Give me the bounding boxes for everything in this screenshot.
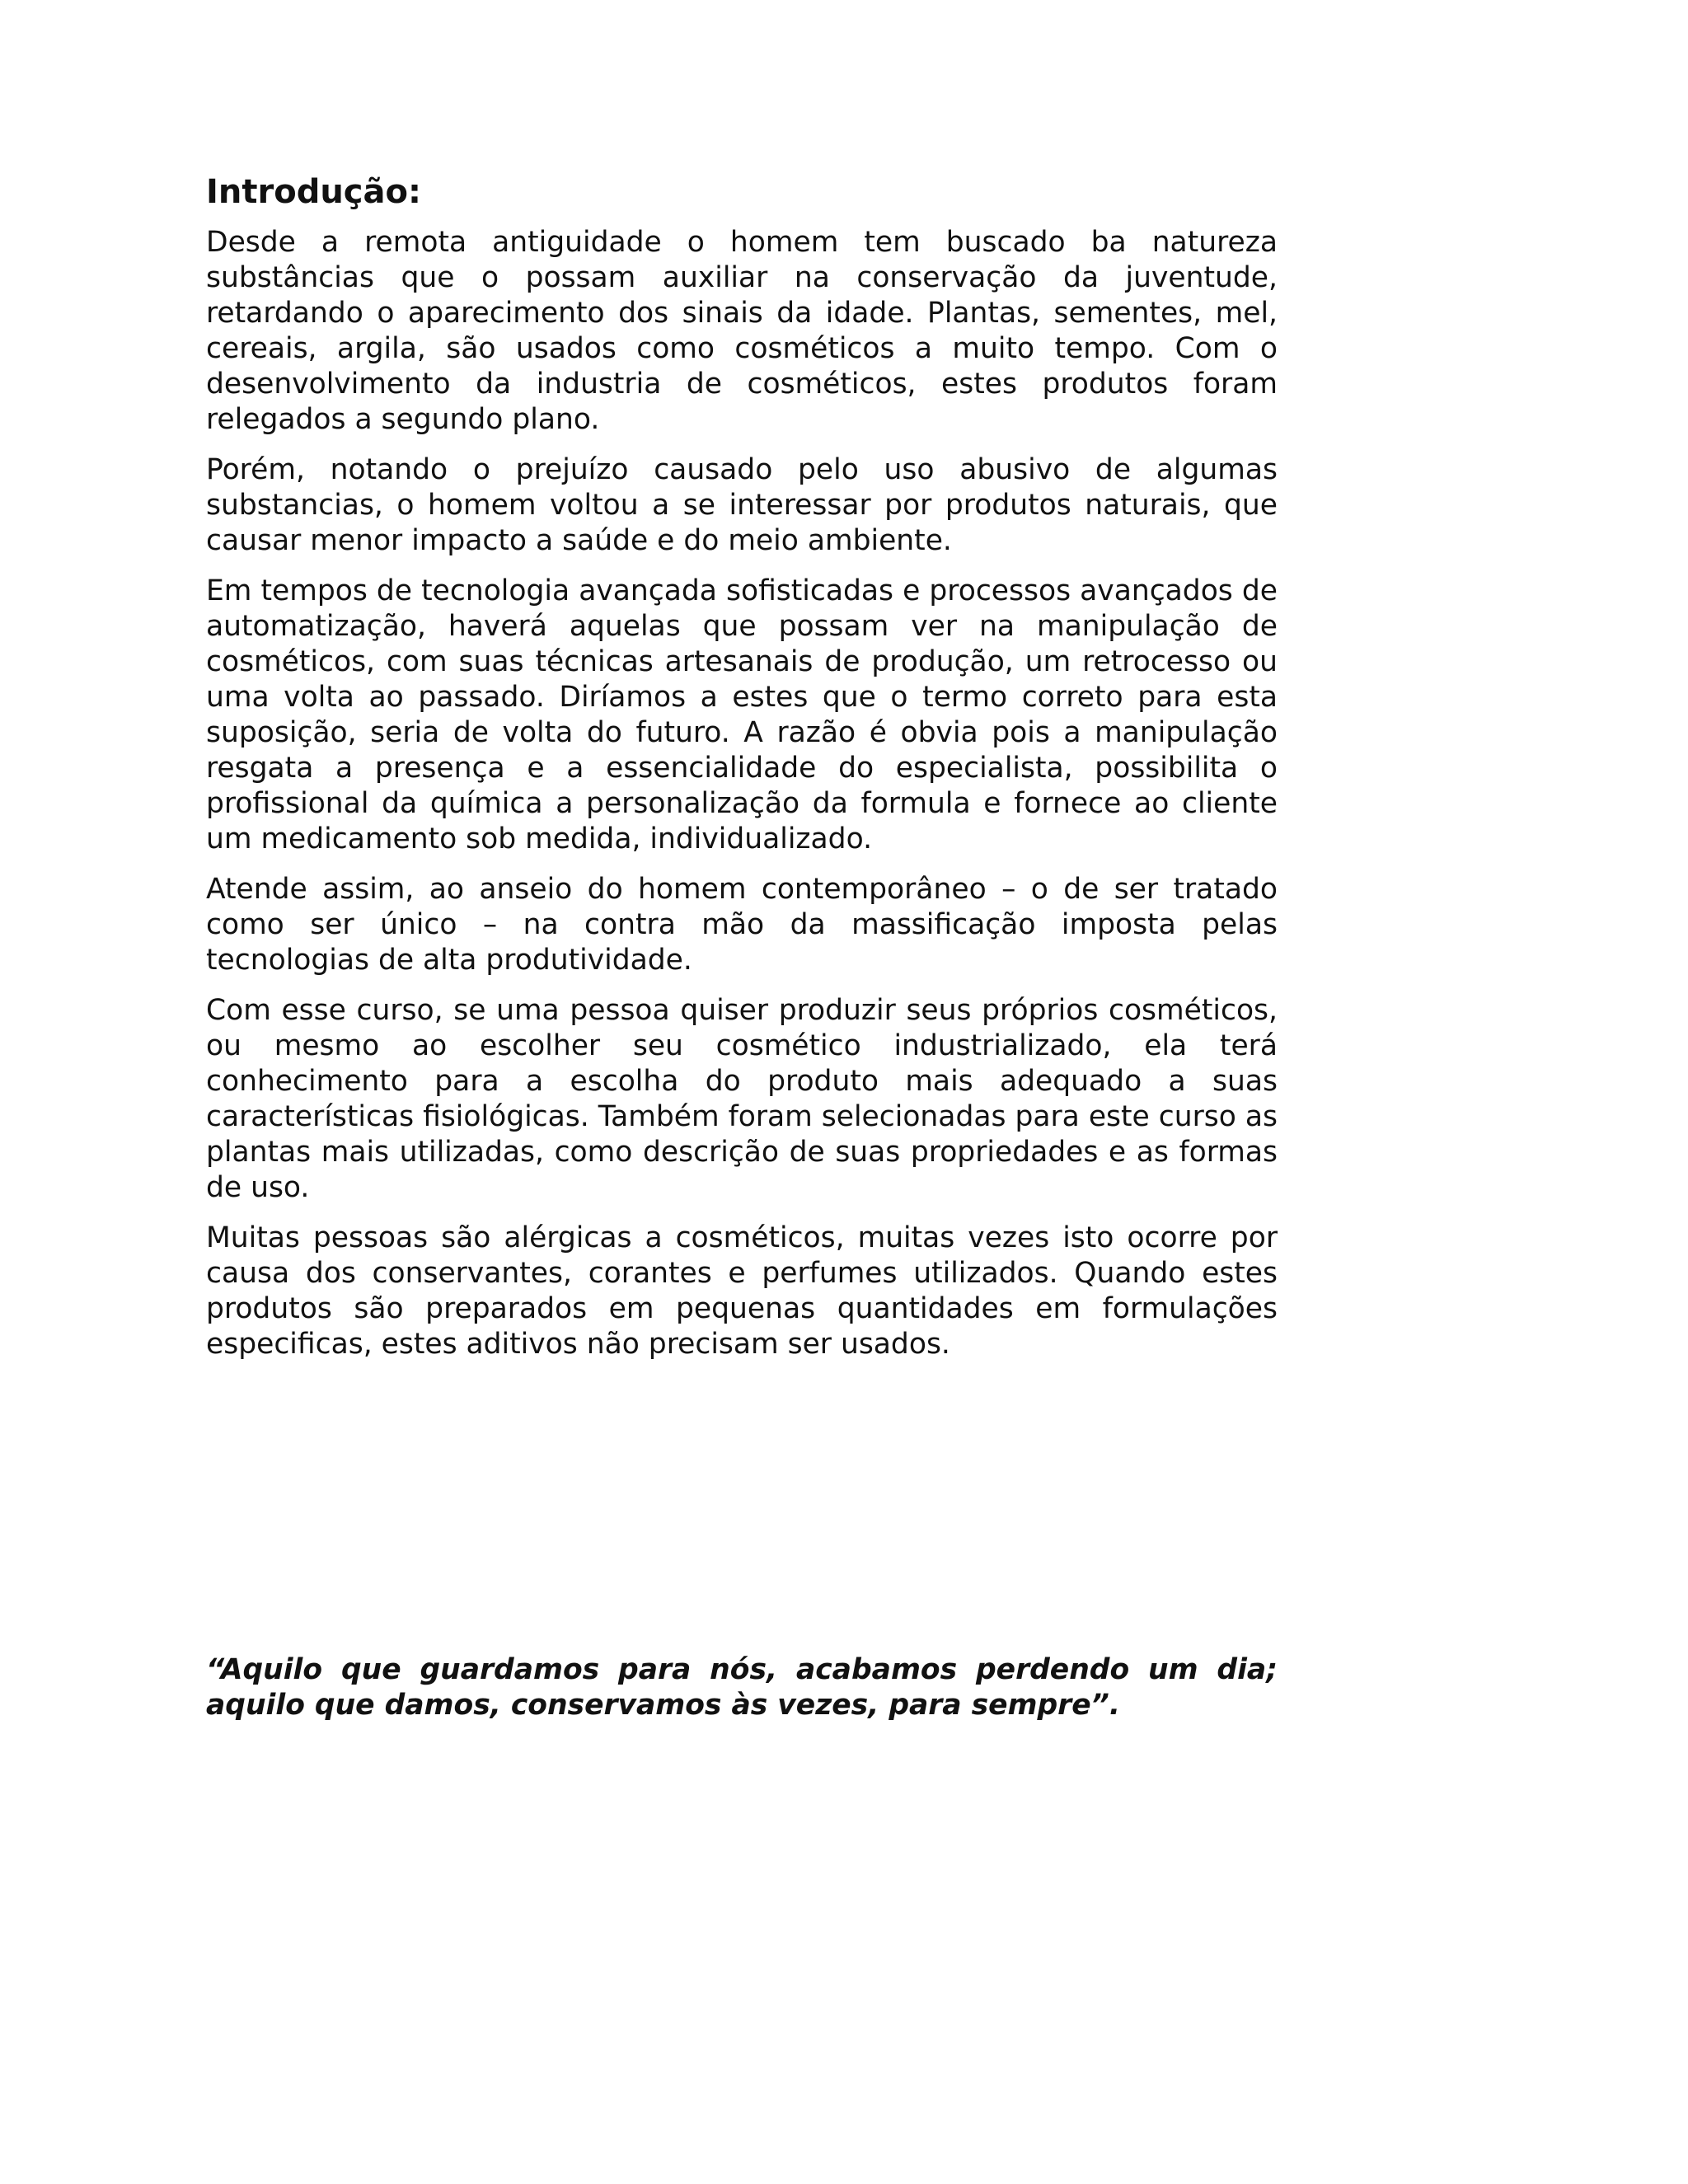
paragraph-2: Porém, notando o prejuízo causado pelo uso abusivo de algumas substancias, o homem voltou a se interessar por produtos naturais, que causar menor impacto a saúde e do meio ambiente.	[206, 453, 1278, 557]
document-body	[206, 169, 1278, 1377]
paragraph-1: Desde a remota antiguidade o homem tem buscado ba natureza substâncias que o possam auxiliar na conservação da juventude, retardando o aparecimento dos sinais da idade. Plantas, sementes, mel, cereais, argila, são usados como cosméticos a muito tempo. Com o desenvolvimento da industria de cosméticos, estes produtos foram relegados a segundo plano.	[206, 226, 1278, 436]
page-title: Introdução:	[206, 173, 421, 211]
paragraph-4: Atende assim, ao anseio do homem contemporâneo – o de ser tratado como ser único – na contra mão da massificação imposta pelas tecnologias de alta produtividade.	[206, 873, 1278, 977]
closing-quote: “Aquilo que guardamos para nós, acabamos perdendo um dia; aquilo que damos, conservamos às vezes, para sempre”.	[206, 1653, 1278, 1722]
paragraph-3: Em tempos de tecnologia avançada sofisticadas e processos avançados de automatização, haverá aquelas que possam ver na manipulação de cosméticos, com suas técnicas artesanais de produção, um retrocesso ou uma volta ao passado. Diríamos a estes que o termo correto para esta suposição, seria de volta do futuro. A razão é obvia pois a manipulação resgata a presença e a essencialidade do especialista, possibilita o profissional da química a personalização da formula e fornece ao cliente um medicamento sob medida, individualizado.	[206, 574, 1278, 855]
paragraph-6: Muitas pessoas são alérgicas a cosméticos, muitas vezes isto ocorre por causa dos conservantes, corantes e perfumes utilizados. Quando estes produtos são preparados em pequenas quantidades em formulações especificas, estes aditivos não precisam ser usados.	[206, 1221, 1278, 1361]
paragraph-5: Com esse curso, se uma pessoa quiser produzir seus próprios cosméticos, ou mesmo ao escolher seu cosmético industrializado, ela terá conhecimento para a escolha do produto mais adequado a suas características fisiológicas. Também foram selecionadas para este curso as plantas mais utilizadas, como descrição de suas propriedades e as formas de uso.	[206, 994, 1278, 1204]
